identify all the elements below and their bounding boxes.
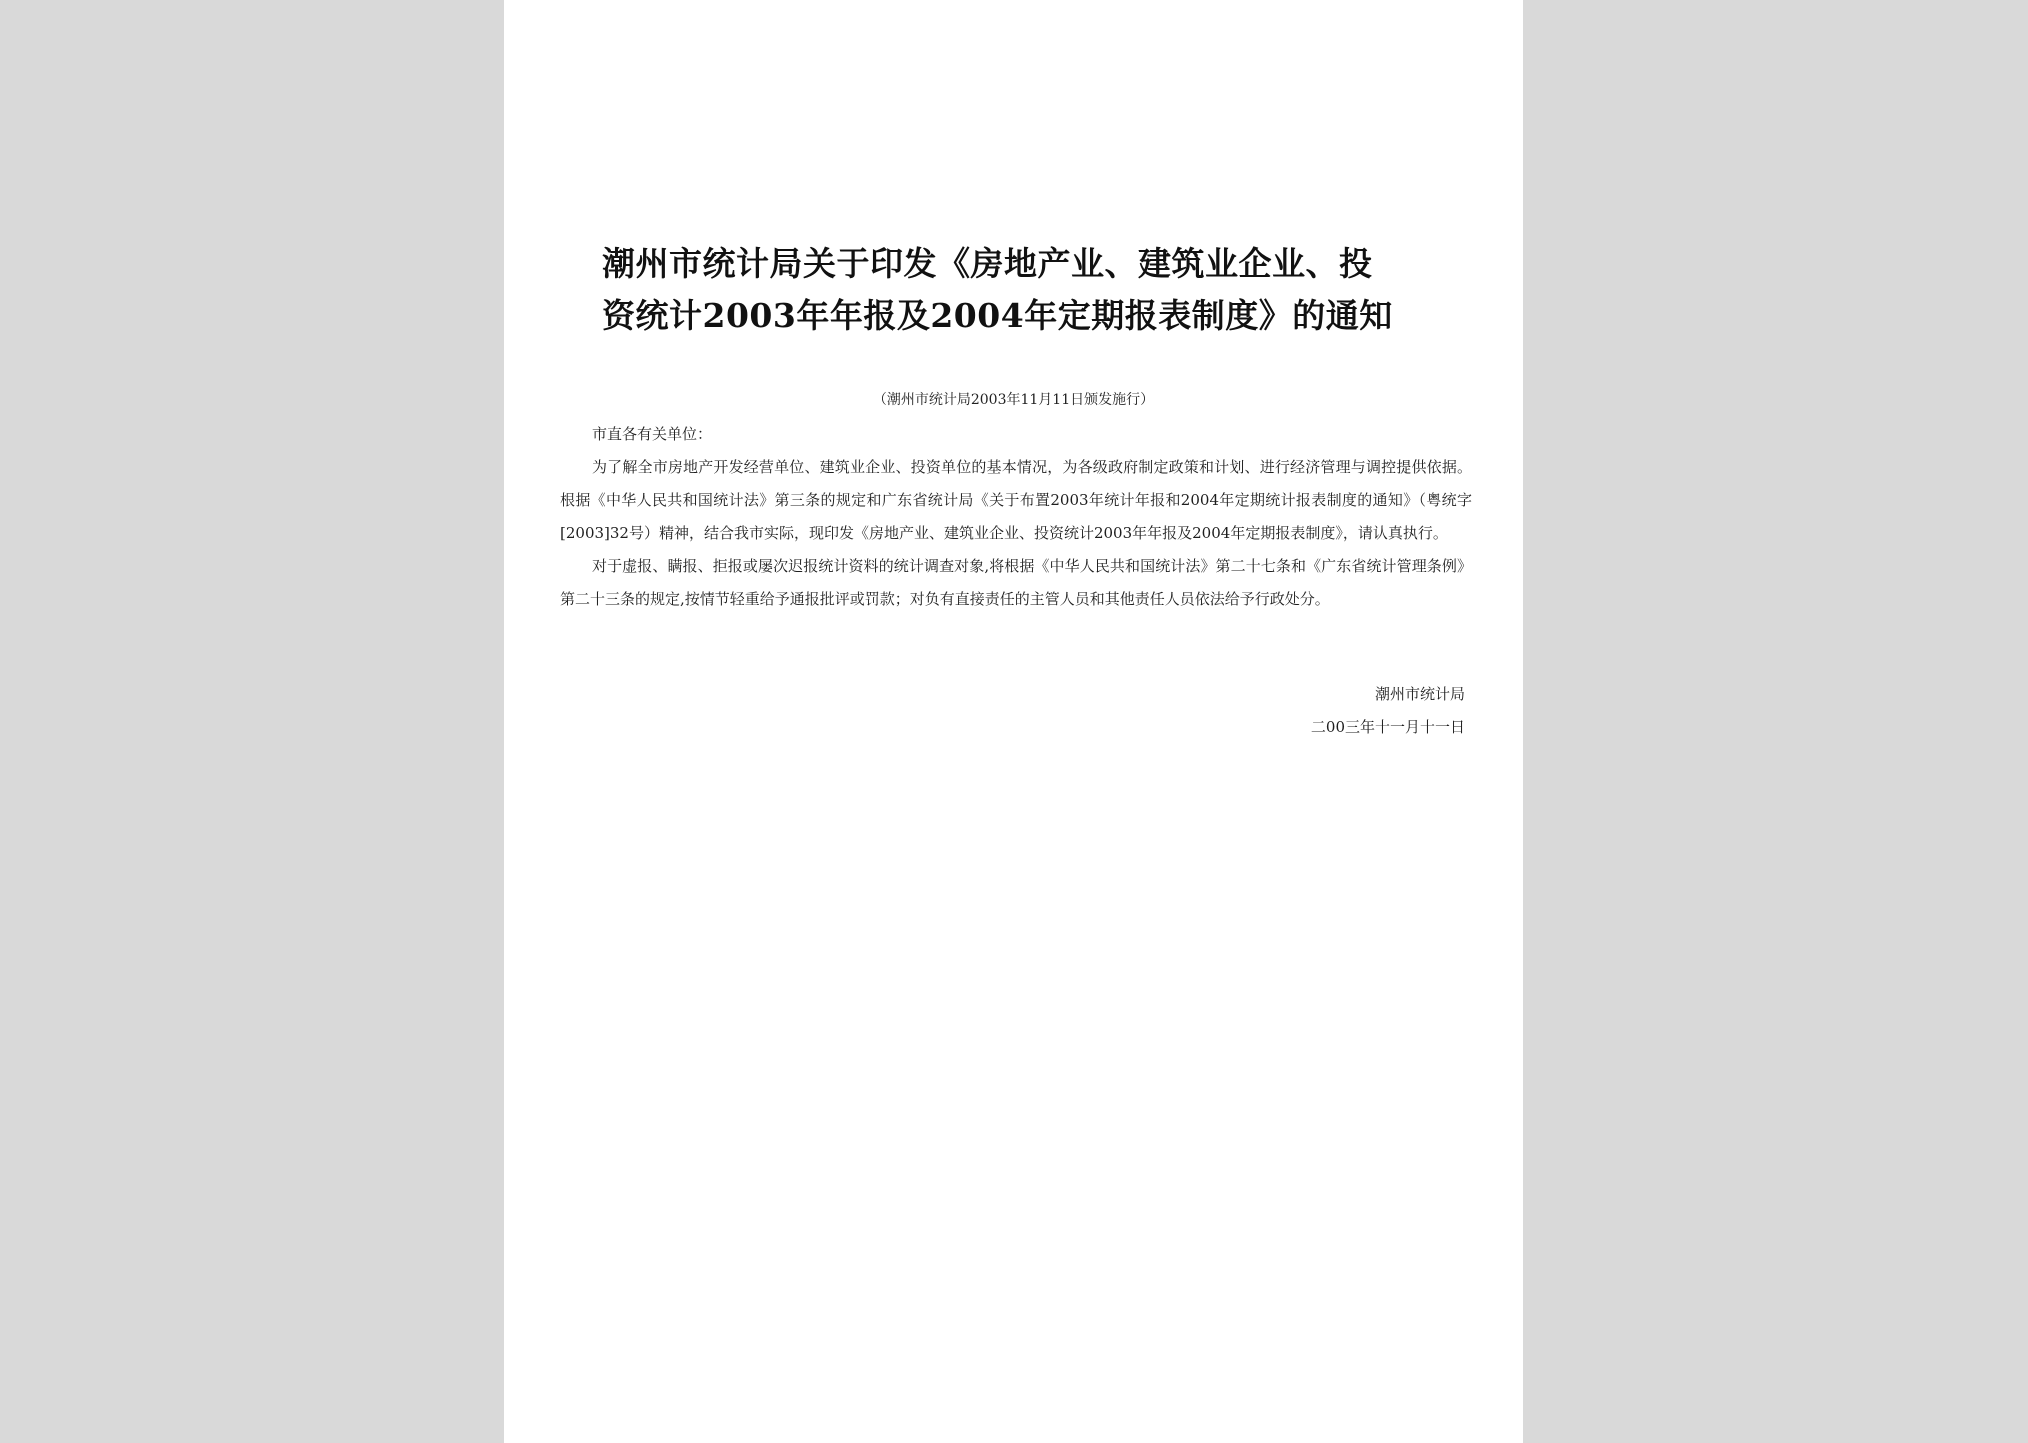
title-line-1: 潮州市统计局关于印发《房地产业、建筑业企业、投 (602, 244, 1373, 283)
paragraph-1: 为了解全市房地产开发经营单位、建筑业企业、投资单位的基本情况，为各级政府制定政策和计划、进行经济管理与调控提供依据。根据《中华人民共和国统计法》第三条的规定和广东省统计局《关于布置2003年统计年报和2004年定期统计报表制度的通知》（粤统字[2003]32号）精神，结合我市实际，现印发《房地产业、建筑业企业、投资统计2003年年报及2004年定期报表制度》，请认真执行。 (560, 458, 1472, 542)
signature-org: 潮州市统计局 (1374, 685, 1465, 703)
document-page (504, 0, 1523, 1443)
title-line-2: 资统计2003年年报及2004年定期报表制度》的通知 (602, 296, 1393, 335)
signature-block (1311, 678, 1465, 744)
signature-date: 二00三年十一月十一日 (1310, 718, 1465, 736)
issue-note: （潮州市统计局2003年11月11日颁发施行） (872, 392, 1155, 408)
document-title (602, 238, 1462, 342)
document-body (560, 418, 1472, 616)
salutation: 市直各有关单位： (592, 425, 713, 443)
paragraph-2: 对于虚报、瞒报、拒报或屡次迟报统计资料的统计调查对象,将根据《中华人民共和国统计法》第二十七条和《广东省统计管理条例》第二十三条的规定,按情节轻重给予通报批评或罚款；对负有直接责任的主管人员和其他责任人员依法给予行政处分。 (560, 557, 1472, 608)
